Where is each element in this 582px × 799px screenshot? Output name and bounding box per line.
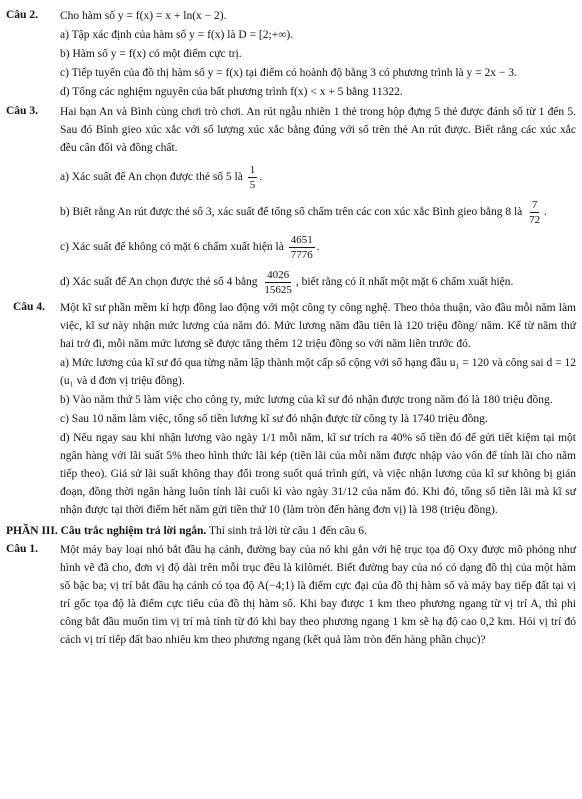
fraction	[289, 233, 315, 262]
numerator: 7	[531, 199, 538, 211]
question-3	[6, 102, 576, 298]
question-body	[60, 298, 576, 520]
statement-d	[60, 268, 576, 297]
statement-b: b) Biết rằng An rút được thẻ số 3, xác suất để tổng số chấm trên các con xúc xắc Bình gieo bằng 8 là $\frac{7}{72}$ .	[60, 199, 548, 226]
numerator: 4651	[290, 234, 313, 246]
statement-a: a) Xác suất để An chọn được thẻ số 5 là $\frac{1}{5}$ .	[60, 164, 263, 191]
fraction	[262, 268, 294, 297]
statement-text: b) Biết rằng An rút được thẻ số 3, xác suất để tổng số chấm trên các con xúc xắc Bình gieo bằng 8 là	[60, 206, 523, 219]
statement-text: c) Xác suất để không có mặt 6 chấm xuất hiện là	[60, 241, 284, 254]
statement-tail: , biết rằng có ít nhất một mặt 6 chấm xuất hiện.	[295, 276, 514, 289]
fraction	[248, 163, 258, 192]
statement-c: c) Tiếp tuyến của đồ thị hàm số y = f(x) tại điểm có hoành độ bằng 3 có phương trình là y = 2x − 3.	[60, 67, 517, 79]
question-2	[6, 6, 576, 102]
numerator: 4026	[267, 269, 290, 281]
statement-text: a) Xác suất để An chọn được thẻ số 5 là	[60, 171, 243, 184]
question-stem: Một kĩ sư phần mềm kí hợp đồng lao động với một công ty công nghệ. Theo thỏa thuận, vào đầu mỗi năm làm việc, kĩ sư này nhận mức lương của năm đó. Mức lương năm đầu tiên là 120 triệu đồng/ năm. Kể từ năm thứ hai trở đi, mỗi năm mức lương sẽ được tăng thêm 12 triệu đồng so với năm liền trước đó.	[60, 302, 576, 350]
question-stem: Một máy bay loại nhỏ bắt đầu hạ cánh, đường bay của nó khi gắn với hệ trục tọa độ Oxy được mô phỏng như hình vẽ đã cho, đơn vị độ dài trên mỗi trục đều là kilômét. Biết đường bay của nó có dạng đồ thị của một hàm số bậc ba; vị trí bắt đầu hạ cánh có tọa độ A(−4;1) là điểm cực đại của đồ thị hàm số và máy bay tiếp đất tại vị trí gốc tọa độ là điểm cực tiểu của đồ thị hàm số. Khi bay được 1 km theo phương ngang từ vị trí A, thì phi công bắt đầu muốn tìm vị trí mà tính từ đó khi bay theo phương ngang 1 km sẽ hạ độ cao 0,2 km. Hỏi vị trí đó cách vị trí tiếp đất bao nhiêu km theo phương ngang (kết quả làm tròn đến hàng phần chục)?	[60, 544, 576, 646]
question-label: Câu 4.	[13, 301, 45, 313]
question-body	[60, 6, 576, 102]
fraction	[527, 198, 542, 227]
denominator: 15625	[264, 284, 292, 296]
statement-b: b) Hàm số y = f(x) có một điểm cực trị.	[60, 48, 242, 60]
question-stem: Cho hàm số y = f(x) = x + ln(x − 2).	[60, 10, 227, 22]
statement-b: b) Vào năm thứ 5 làm việc cho công ty, mức lương của kĩ sư đó nhận được trong năm đó là 180 triệu đồng.	[60, 394, 553, 406]
numerator: 1	[249, 164, 256, 176]
question-body	[60, 540, 576, 650]
question-label: Câu 1.	[6, 543, 38, 555]
statement-a: a) Tập xác định của hàm số y = f(x) là D = [2;+∞).	[60, 29, 294, 41]
question-1	[6, 540, 576, 650]
statement-a: a) Mức lương của kĩ sư đó qua từng năm lập thành một cấp số cộng với số hạng đầu u₁ = 120 và công sai d = 12 (u₁ và d đơn vị triệu đồng).	[60, 357, 576, 387]
question-label: Câu 3.	[6, 105, 38, 117]
section-heading	[6, 522, 576, 540]
statement-c: c) Sau 10 năm làm việc, tổng số tiền lương kĩ sư đó nhận được từ công ty là 1740 triệu đồng.	[60, 413, 488, 425]
question-label: Câu 2.	[6, 9, 38, 21]
denominator: 5	[249, 179, 256, 191]
statement-d: d) Nếu ngay sau khi nhận lương vào ngày 1/1 mỗi năm, kĩ sư trích ra 40% số tiền đó để gửi tiết kiệm tại một ngân hàng với lãi suất 5% theo hình thức lãi kép (tiền lãi của mỗi năm được nhập vào vốn để tính lãi cho năm tiếp theo). Giả sử lãi suất không thay đổi trong suốt quá trình gửi, và việc nhận lương của kĩ sư không bị gián đoạn, đồng thời ngân hàng luôn tính lãi cuối kì vào ngày 31/12 của năm đó. Khi đó, tổng số tiền lãi mà kĩ sư nhận được tại thời điểm hết năm gửi tiền thứ 10 (làm tròn đến hàng đơn vị) là 198 (triệu đồng).	[60, 432, 576, 516]
section-note: Thí sinh trả lời từ câu 1 đến câu 6.	[206, 525, 367, 537]
question-4	[6, 298, 576, 520]
section-title: PHẦN III. Câu trắc nghiệm trả lời ngắn.	[6, 525, 207, 537]
denominator: 72	[529, 214, 541, 226]
statement-c: c) Xác suất để không có mặt 6 chấm xuất hiện là $\frac{4651}{7776}$ .	[60, 234, 320, 261]
denominator: 7776	[290, 249, 313, 261]
question-body	[60, 102, 576, 298]
question-stem: Hai bạn An và Bình cùng chơi trò chơi. An rút ngẫu nhiên 1 thẻ trong hộp đựng 5 thẻ được đánh số từ 1 đến 5. Sau đó Bình gieo xúc xắc với số lượng xúc xắc bằng đúng với số trên thẻ An rút được. Biết rằng các xúc xắc đều cân đối và đồng chất.	[60, 106, 576, 154]
statement-d: d) Tổng các nghiệm nguyên của bất phương trình f(x) < x + 5 bằng 11322.	[60, 86, 403, 98]
statement-text: d) Xác suất để An chọn được thẻ số 4 bằng	[60, 276, 258, 289]
